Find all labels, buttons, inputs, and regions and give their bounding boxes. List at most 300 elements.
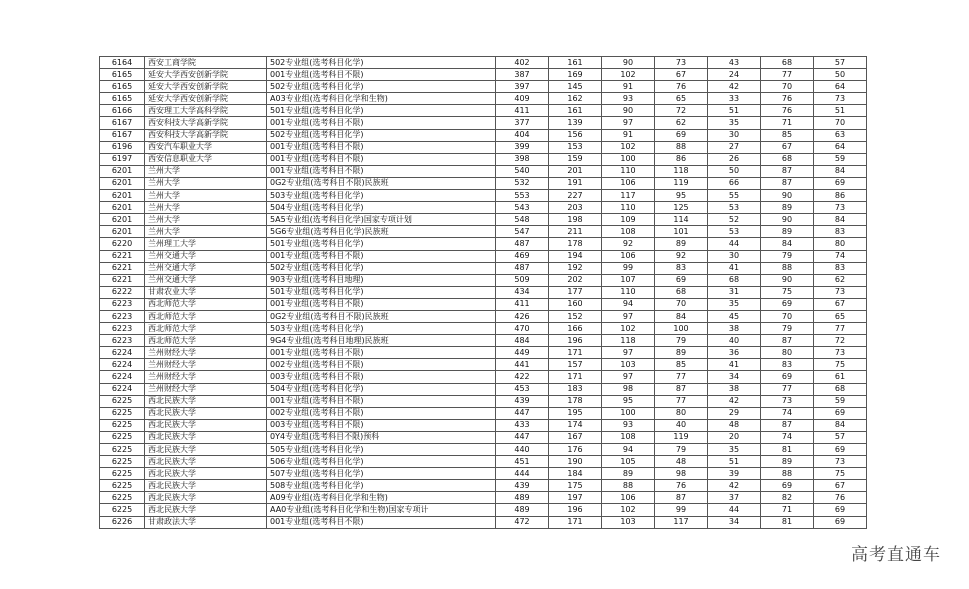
score-col-3-cell: 102	[602, 323, 655, 335]
score-col-2-cell: 184	[549, 468, 602, 480]
school-code-cell: 6221	[100, 274, 145, 286]
school-code-cell: 6223	[100, 323, 145, 335]
school-code-cell: 6201	[100, 226, 145, 238]
score-col-2-cell: 190	[549, 456, 602, 468]
table-row	[100, 431, 867, 443]
score-col-3-cell: 106	[602, 177, 655, 189]
score-col-7-cell: 84	[814, 419, 867, 431]
score-col-4-cell: 100	[655, 323, 708, 335]
major-group-cell: 5G6专业组(选考科目化学)民族班	[267, 226, 496, 238]
table-row	[100, 250, 867, 262]
score-col-3-cell: 93	[602, 93, 655, 105]
score-col-6-cell: 87	[761, 419, 814, 431]
score-col-7-cell: 73	[814, 202, 867, 214]
score-col-4-cell: 70	[655, 298, 708, 310]
major-group-cell: 502专业组(选考科目化学)	[267, 81, 496, 93]
score-total-cell: 472	[496, 516, 549, 528]
score-total-cell: 387	[496, 69, 549, 81]
score-total-cell: 422	[496, 371, 549, 383]
score-total-cell: 540	[496, 165, 549, 177]
table-row	[100, 153, 867, 165]
score-col-7-cell: 77	[814, 323, 867, 335]
school-code-cell: 6223	[100, 335, 145, 347]
table-row	[100, 419, 867, 431]
score-col-5-cell: 51	[708, 456, 761, 468]
major-group-cell: 5A5专业组(选考科目化学)国家专项计划	[267, 214, 496, 226]
school-code-cell: 6165	[100, 81, 145, 93]
score-col-4-cell: 119	[655, 177, 708, 189]
score-col-5-cell: 26	[708, 153, 761, 165]
major-group-cell: 001专业组(选考科目不限)	[267, 165, 496, 177]
score-col-3-cell: 118	[602, 335, 655, 347]
score-col-3-cell: 97	[602, 310, 655, 322]
score-col-5-cell: 51	[708, 105, 761, 117]
score-col-6-cell: 90	[761, 274, 814, 286]
score-col-3-cell: 88	[602, 480, 655, 492]
score-col-4-cell: 85	[655, 359, 708, 371]
score-col-4-cell: 89	[655, 238, 708, 250]
table-row	[100, 504, 867, 516]
table-row	[100, 395, 867, 407]
score-col-6-cell: 73	[761, 395, 814, 407]
major-group-cell: 0Y4专业组(选考科目不限)预科	[267, 431, 496, 443]
table-row	[100, 226, 867, 238]
score-col-2-cell: 160	[549, 298, 602, 310]
major-group-cell: 001专业组(选考科目不限)	[267, 141, 496, 153]
score-col-4-cell: 92	[655, 250, 708, 262]
score-col-5-cell: 34	[708, 516, 761, 528]
table-row	[100, 105, 867, 117]
score-total-cell: 397	[496, 81, 549, 93]
score-col-2-cell: 198	[549, 214, 602, 226]
school-name-cell: 兰州大学	[145, 214, 267, 226]
score-total-cell: 547	[496, 226, 549, 238]
school-name-cell: 西安科技大学高新学院	[145, 117, 267, 129]
school-code-cell: 6222	[100, 286, 145, 298]
score-col-7-cell: 72	[814, 335, 867, 347]
score-col-2-cell: 192	[549, 262, 602, 274]
score-col-5-cell: 38	[708, 323, 761, 335]
score-col-5-cell: 44	[708, 504, 761, 516]
score-col-4-cell: 117	[655, 516, 708, 528]
score-total-cell: 399	[496, 141, 549, 153]
score-col-6-cell: 76	[761, 93, 814, 105]
school-code-cell: 6223	[100, 310, 145, 322]
score-col-2-cell: 227	[549, 190, 602, 202]
score-col-2-cell: 162	[549, 93, 602, 105]
score-col-7-cell: 65	[814, 310, 867, 322]
score-col-5-cell: 48	[708, 419, 761, 431]
school-name-cell: 兰州大学	[145, 202, 267, 214]
table-row	[100, 347, 867, 359]
school-name-cell: 延安大学西安创新学院	[145, 81, 267, 93]
table-row	[100, 81, 867, 93]
score-col-7-cell: 67	[814, 480, 867, 492]
table-row	[100, 298, 867, 310]
school-name-cell: 西北民族大学	[145, 468, 267, 480]
score-col-3-cell: 100	[602, 153, 655, 165]
score-col-7-cell: 86	[814, 190, 867, 202]
school-code-cell: 6201	[100, 165, 145, 177]
score-col-7-cell: 84	[814, 214, 867, 226]
score-col-7-cell: 83	[814, 226, 867, 238]
school-code-cell: 6201	[100, 202, 145, 214]
score-col-3-cell: 109	[602, 214, 655, 226]
score-col-4-cell: 76	[655, 480, 708, 492]
major-group-cell: 003专业组(选考科目不限)	[267, 371, 496, 383]
score-col-7-cell: 75	[814, 468, 867, 480]
score-col-4-cell: 101	[655, 226, 708, 238]
score-col-4-cell: 88	[655, 141, 708, 153]
score-col-6-cell: 69	[761, 371, 814, 383]
score-col-7-cell: 80	[814, 238, 867, 250]
score-col-5-cell: 35	[708, 444, 761, 456]
score-col-6-cell: 67	[761, 141, 814, 153]
table-row	[100, 468, 867, 480]
score-col-7-cell: 59	[814, 153, 867, 165]
table-row	[100, 177, 867, 189]
school-name-cell: 西北民族大学	[145, 419, 267, 431]
school-name-cell: 甘肃农业大学	[145, 286, 267, 298]
school-name-cell: 西北民族大学	[145, 431, 267, 443]
table-row	[100, 371, 867, 383]
table-row	[100, 335, 867, 347]
score-col-2-cell: 145	[549, 81, 602, 93]
score-col-3-cell: 89	[602, 468, 655, 480]
score-col-6-cell: 77	[761, 383, 814, 395]
score-col-4-cell: 68	[655, 286, 708, 298]
score-col-6-cell: 81	[761, 444, 814, 456]
score-total-cell: 548	[496, 214, 549, 226]
school-code-cell: 6166	[100, 105, 145, 117]
score-col-5-cell: 34	[708, 371, 761, 383]
score-col-2-cell: 197	[549, 492, 602, 504]
score-col-3-cell: 108	[602, 226, 655, 238]
score-total-cell: 470	[496, 323, 549, 335]
table-row	[100, 202, 867, 214]
score-col-3-cell: 94	[602, 298, 655, 310]
score-col-6-cell: 82	[761, 492, 814, 504]
score-col-6-cell: 70	[761, 310, 814, 322]
score-col-4-cell: 87	[655, 492, 708, 504]
major-group-cell: 501专业组(选考科目化学)	[267, 105, 496, 117]
school-name-cell: 西北民族大学	[145, 492, 267, 504]
major-group-cell: A09专业组(选考科目化学和生物)	[267, 492, 496, 504]
score-col-3-cell: 102	[602, 504, 655, 516]
score-col-5-cell: 52	[708, 214, 761, 226]
score-col-6-cell: 79	[761, 250, 814, 262]
major-group-cell: 504专业组(选考科目化学)	[267, 383, 496, 395]
score-col-5-cell: 53	[708, 202, 761, 214]
score-col-6-cell: 90	[761, 214, 814, 226]
score-total-cell: 451	[496, 456, 549, 468]
score-col-6-cell: 89	[761, 456, 814, 468]
score-col-6-cell: 69	[761, 480, 814, 492]
score-col-2-cell: 156	[549, 129, 602, 141]
score-total-cell: 469	[496, 250, 549, 262]
score-col-2-cell: 178	[549, 238, 602, 250]
school-code-cell: 6225	[100, 395, 145, 407]
score-col-6-cell: 75	[761, 286, 814, 298]
major-group-cell: 503专业组(选考科目化学)	[267, 323, 496, 335]
school-name-cell: 兰州财经大学	[145, 347, 267, 359]
score-col-2-cell: 183	[549, 383, 602, 395]
score-col-6-cell: 79	[761, 323, 814, 335]
score-total-cell: 439	[496, 480, 549, 492]
score-col-6-cell: 84	[761, 238, 814, 250]
score-col-4-cell: 125	[655, 202, 708, 214]
school-code-cell: 6201	[100, 214, 145, 226]
score-col-2-cell: 152	[549, 310, 602, 322]
score-col-4-cell: 48	[655, 456, 708, 468]
school-name-cell: 兰州财经大学	[145, 371, 267, 383]
score-col-5-cell: 43	[708, 57, 761, 69]
school-name-cell: 兰州大学	[145, 177, 267, 189]
score-col-4-cell: 72	[655, 105, 708, 117]
score-col-3-cell: 106	[602, 250, 655, 262]
table-row	[100, 141, 867, 153]
score-col-7-cell: 57	[814, 57, 867, 69]
school-code-cell: 6164	[100, 57, 145, 69]
score-col-5-cell: 41	[708, 262, 761, 274]
score-col-3-cell: 108	[602, 431, 655, 443]
major-group-cell: 001专业组(选考科目不限)	[267, 250, 496, 262]
table-row	[100, 165, 867, 177]
school-name-cell: 西北民族大学	[145, 407, 267, 419]
score-col-4-cell: 99	[655, 504, 708, 516]
score-col-2-cell: 202	[549, 274, 602, 286]
score-col-2-cell: 191	[549, 177, 602, 189]
score-col-3-cell: 95	[602, 395, 655, 407]
score-col-2-cell: 159	[549, 153, 602, 165]
score-col-4-cell: 89	[655, 347, 708, 359]
major-group-cell: 501专业组(选考科目化学)	[267, 238, 496, 250]
score-col-3-cell: 93	[602, 419, 655, 431]
table-row	[100, 323, 867, 335]
score-total-cell: 434	[496, 286, 549, 298]
score-col-5-cell: 36	[708, 347, 761, 359]
score-total-cell: 487	[496, 238, 549, 250]
score-col-4-cell: 77	[655, 371, 708, 383]
score-col-3-cell: 110	[602, 202, 655, 214]
score-col-3-cell: 105	[602, 456, 655, 468]
score-col-6-cell: 74	[761, 407, 814, 419]
table-row	[100, 262, 867, 274]
major-group-cell: 0G2专业组(选考科目不限)民族班	[267, 177, 496, 189]
score-col-5-cell: 45	[708, 310, 761, 322]
score-col-3-cell: 92	[602, 238, 655, 250]
score-total-cell: 433	[496, 419, 549, 431]
school-code-cell: 6225	[100, 431, 145, 443]
school-code-cell: 6221	[100, 250, 145, 262]
score-col-6-cell: 90	[761, 190, 814, 202]
score-col-7-cell: 73	[814, 286, 867, 298]
school-code-cell: 6201	[100, 190, 145, 202]
score-col-7-cell: 73	[814, 347, 867, 359]
score-total-cell: 439	[496, 395, 549, 407]
school-code-cell: 6165	[100, 93, 145, 105]
score-col-2-cell: 167	[549, 431, 602, 443]
score-col-3-cell: 107	[602, 274, 655, 286]
score-col-4-cell: 76	[655, 81, 708, 93]
score-col-3-cell: 110	[602, 165, 655, 177]
score-col-7-cell: 51	[814, 105, 867, 117]
score-col-4-cell: 77	[655, 395, 708, 407]
table-row	[100, 117, 867, 129]
score-col-5-cell: 20	[708, 431, 761, 443]
score-col-7-cell: 73	[814, 456, 867, 468]
score-col-4-cell: 84	[655, 310, 708, 322]
score-col-3-cell: 99	[602, 262, 655, 274]
score-col-4-cell: 65	[655, 93, 708, 105]
score-col-5-cell: 37	[708, 492, 761, 504]
score-col-4-cell: 98	[655, 468, 708, 480]
major-group-cell: 504专业组(选考科目化学)	[267, 202, 496, 214]
score-col-3-cell: 98	[602, 383, 655, 395]
table-row	[100, 444, 867, 456]
score-col-4-cell: 80	[655, 407, 708, 419]
score-col-7-cell: 84	[814, 165, 867, 177]
score-col-6-cell: 69	[761, 298, 814, 310]
score-total-cell: 440	[496, 444, 549, 456]
score-col-6-cell: 87	[761, 177, 814, 189]
score-col-6-cell: 89	[761, 226, 814, 238]
score-col-4-cell: 83	[655, 262, 708, 274]
score-col-2-cell: 139	[549, 117, 602, 129]
score-total-cell: 411	[496, 298, 549, 310]
score-col-5-cell: 30	[708, 129, 761, 141]
school-name-cell: 兰州财经大学	[145, 359, 267, 371]
school-code-cell: 6167	[100, 129, 145, 141]
school-code-cell: 6224	[100, 359, 145, 371]
score-col-2-cell: 178	[549, 395, 602, 407]
major-group-cell: 001专业组(选考科目不限)	[267, 395, 496, 407]
score-col-7-cell: 50	[814, 69, 867, 81]
score-col-6-cell: 88	[761, 468, 814, 480]
school-name-cell: 西北民族大学	[145, 444, 267, 456]
school-code-cell: 6225	[100, 468, 145, 480]
score-col-7-cell: 76	[814, 492, 867, 504]
score-col-7-cell: 64	[814, 81, 867, 93]
major-group-cell: 001专业组(选考科目不限)	[267, 69, 496, 81]
score-col-7-cell: 74	[814, 250, 867, 262]
score-col-2-cell: 175	[549, 480, 602, 492]
score-total-cell: 447	[496, 407, 549, 419]
score-col-7-cell: 69	[814, 516, 867, 528]
school-name-cell: 西北民族大学	[145, 504, 267, 516]
score-col-3-cell: 110	[602, 286, 655, 298]
table-row	[100, 190, 867, 202]
school-name-cell: 兰州交通大学	[145, 250, 267, 262]
score-total-cell: 447	[496, 431, 549, 443]
school-code-cell: 6224	[100, 371, 145, 383]
score-col-7-cell: 57	[814, 431, 867, 443]
score-col-4-cell: 86	[655, 153, 708, 165]
score-col-2-cell: 161	[549, 57, 602, 69]
score-total-cell: 543	[496, 202, 549, 214]
score-col-4-cell: 118	[655, 165, 708, 177]
score-col-2-cell: 194	[549, 250, 602, 262]
score-col-7-cell: 69	[814, 407, 867, 419]
school-name-cell: 西北民族大学	[145, 456, 267, 468]
school-code-cell: 6167	[100, 117, 145, 129]
school-name-cell: 兰州理工大学	[145, 238, 267, 250]
score-total-cell: 398	[496, 153, 549, 165]
school-code-cell: 6197	[100, 153, 145, 165]
score-col-4-cell: 69	[655, 274, 708, 286]
score-col-6-cell: 87	[761, 165, 814, 177]
school-code-cell: 6196	[100, 141, 145, 153]
score-col-2-cell: 171	[549, 371, 602, 383]
school-name-cell: 西北师范大学	[145, 298, 267, 310]
score-col-3-cell: 94	[602, 444, 655, 456]
score-col-6-cell: 68	[761, 57, 814, 69]
major-group-cell: 002专业组(选考科目不限)	[267, 359, 496, 371]
score-col-6-cell: 83	[761, 359, 814, 371]
score-col-3-cell: 91	[602, 129, 655, 141]
score-total-cell: 509	[496, 274, 549, 286]
score-col-2-cell: 171	[549, 516, 602, 528]
major-group-cell: 501专业组(选考科目化学)	[267, 286, 496, 298]
score-col-5-cell: 27	[708, 141, 761, 153]
score-total-cell: 487	[496, 262, 549, 274]
score-total-cell: 411	[496, 105, 549, 117]
score-total-cell: 409	[496, 93, 549, 105]
major-group-cell: A03专业组(选考科目化学和生物)	[267, 93, 496, 105]
school-name-cell: 西安科技大学高新学院	[145, 129, 267, 141]
score-total-cell: 453	[496, 383, 549, 395]
school-name-cell: 延安大学西安创新学院	[145, 93, 267, 105]
score-col-2-cell: 195	[549, 407, 602, 419]
score-col-2-cell: 157	[549, 359, 602, 371]
score-total-cell: 489	[496, 492, 549, 504]
score-col-5-cell: 66	[708, 177, 761, 189]
school-name-cell: 兰州大学	[145, 226, 267, 238]
school-name-cell: 西安信息职业大学	[145, 153, 267, 165]
score-col-7-cell: 64	[814, 141, 867, 153]
table-row	[100, 456, 867, 468]
major-group-cell: 002专业组(选考科目不限)	[267, 407, 496, 419]
score-col-7-cell: 67	[814, 298, 867, 310]
score-col-6-cell: 85	[761, 129, 814, 141]
score-col-3-cell: 117	[602, 190, 655, 202]
score-col-7-cell: 69	[814, 444, 867, 456]
major-group-cell: 505专业组(选考科目化学)	[267, 444, 496, 456]
score-col-2-cell: 166	[549, 323, 602, 335]
school-name-cell: 兰州交通大学	[145, 274, 267, 286]
score-col-7-cell: 73	[814, 93, 867, 105]
score-col-5-cell: 42	[708, 480, 761, 492]
table-row	[100, 407, 867, 419]
score-col-2-cell: 196	[549, 335, 602, 347]
major-group-cell: AA0专业组(选考科目化学和生物)国家专项计	[267, 504, 496, 516]
score-col-5-cell: 50	[708, 165, 761, 177]
table-row	[100, 129, 867, 141]
table-row	[100, 310, 867, 322]
score-col-4-cell: 79	[655, 444, 708, 456]
school-code-cell: 6225	[100, 480, 145, 492]
major-group-cell: 903专业组(选考科目地理)	[267, 274, 496, 286]
table-row	[100, 57, 867, 69]
major-group-cell: 001专业组(选考科目不限)	[267, 298, 496, 310]
score-col-6-cell: 71	[761, 117, 814, 129]
score-col-6-cell: 77	[761, 69, 814, 81]
score-col-2-cell: 196	[549, 504, 602, 516]
major-group-cell: 001专业组(选考科目不限)	[267, 153, 496, 165]
score-col-5-cell: 42	[708, 81, 761, 93]
major-group-cell: 001专业组(选考科目不限)	[267, 516, 496, 528]
score-total-cell: 489	[496, 504, 549, 516]
